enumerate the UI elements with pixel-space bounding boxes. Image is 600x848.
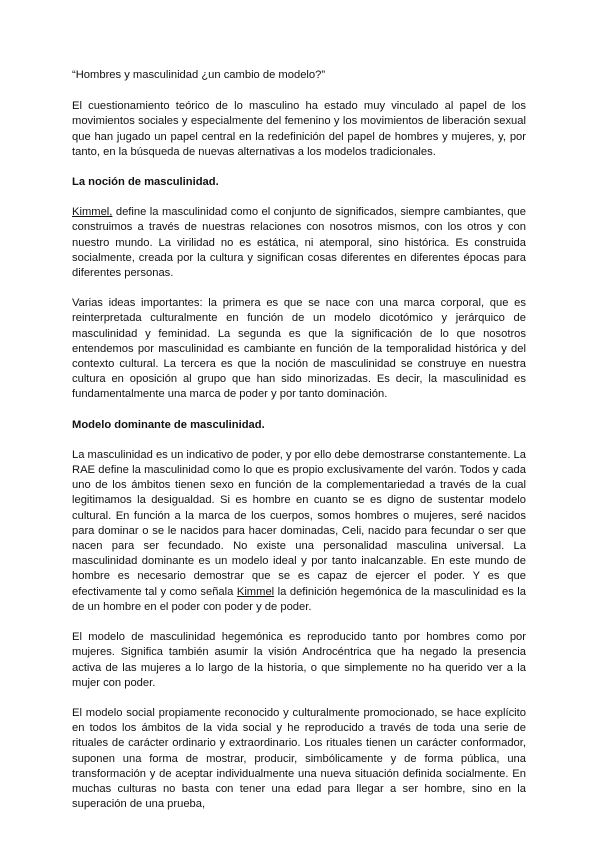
paragraph-text: La masculinidad es un indicativo de poder, y por ello debe demostrarse constantemente. La RAE define la masculinidad como lo que es propio exclusivamente del varón. Todos y cada uno de los ámbitos tienen sexo en función de la complementariedad a través de la cual legitimamos la desigualdad. Si es hombre en cuanto se es digno de sustentar modelo cultural. En función a la marca de los cuerpos, somos hombres o mujeres, seré nacidos para dominar o se le nacidos para hacer dominadas, Celi, nacido para fecundar o ser que nacen para ser fecundado. No existe una personalidad masculina universal. La masculinidad dominante es un modelo ideal y por tanto inalcanzable. En este mundo de hombre es necesario demostrar que se es capaz de ejercer el poder. Y es que efectivamente tal y como señala — [72, 448, 526, 598]
author-reference-kimmel-2: Kimmel — [236, 585, 275, 598]
kimmel-definition-paragraph — [72, 205, 526, 281]
intro-paragraph: El cuestionamiento teórico de lo masculino ha estado muy vinculado al papel de los movimientos sociales y especialmente del femenino y los movimientos de liberación sexual que han jugado un papel central en la redefinición del papel de hombres y mujeres, y, por tanto, en la búsqueda de nuevas alternativas a los modelos tradicionales. — [72, 100, 526, 158]
document-page — [72, 68, 526, 827]
section-heading-masculinity-notion: La noción de masculinidad. — [72, 176, 219, 189]
power-paragraph — [72, 448, 526, 615]
section-heading-dominant-model: Modelo dominante de masculinidad. — [72, 418, 265, 431]
hegemonic-model-paragraph: El modelo de masculinidad hegemónica es reproducido tanto por hombres como por mujeres. Significa también asumir la visión Androcéntrica que ha negado la presencia activa de las mujeres a lo largo de la historia, o que simplemente no ha querido ver a la mujer con poder. — [72, 631, 526, 689]
social-model-paragraph: El modelo social propiamente reconocido y culturalmente promocionado, se hace explícito en todos los ámbitos de la vida social y he reproducido a través de toda una serie de rituales de carácter ordinario y extraordinario. Los rituales tienen un carácter conformador, suponen una forma de mostrar, producir, simbólicamente y de forma pública, una transformación y de aceptar individualmente una nueva situación definida socialmente. En muchas culturas no basta con tener una edad para llegar a ser hombre, sino en la superación de una prueba, — [72, 706, 526, 811]
paragraph-text: define la masculinidad como el conjunto de significados, siempre cambiantes, que construimos a través de nuestras relaciones con nosotros mismos, con los otros y con nuestro mundo. La virilidad no es estática, ni atemporal, sino histórica. Es construida socialmente, creada por la cultura y significan cosas diferentes en diferentes épocas para diferentes personas. — [72, 206, 526, 280]
key-ideas-paragraph: Varias ideas importantes: la primera es que se nace con una marca corporal, que es reinterpretada culturalmente en función de un modelo dicotómico y jerárquico de masculinidad y feminidad. La segunda es que la significación de lo que nosotros entendemos por masculinidad es cambiante en función de la temporalidad histórica y del contexto cultural. La tercera es que la noción de masculinidad se construye en nuestra cultura en oposición al grupo que han sido minorizadas. Es decir, la masculinidad es fundamentalmente una marca de poder y por tanto dominación. — [72, 297, 526, 401]
paragraph-text-end: la definición hegemónica de la masculinidad es la de un hombre en el poder con poder y de poder. — [72, 585, 526, 613]
author-reference-kimmel: Kimmel, — [72, 206, 113, 219]
document-title: “Hombres y masculinidad ¿un cambio de modelo?” — [72, 69, 326, 81]
